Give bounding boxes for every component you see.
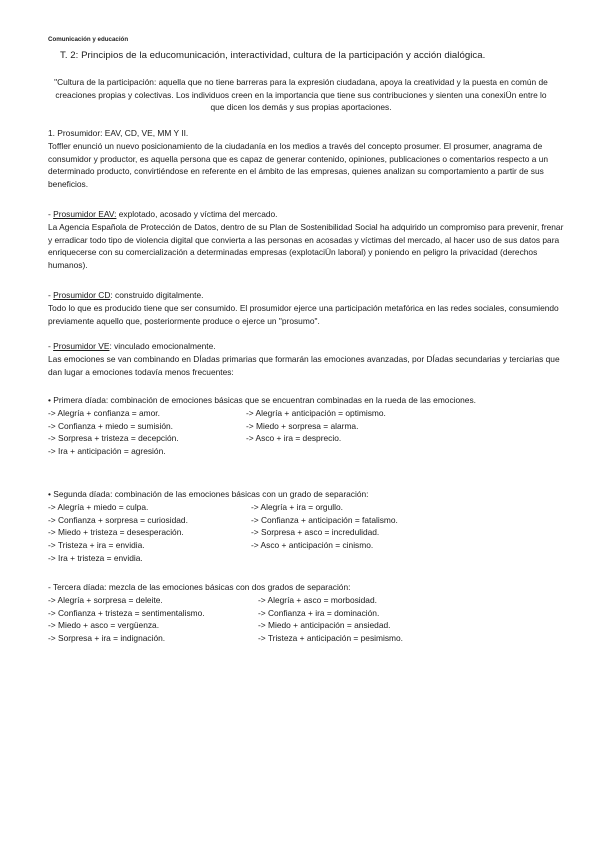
segunda-diada-section	[48, 488, 568, 565]
cd-section	[48, 289, 568, 327]
emotion-row: -> Confianza + tristeza = sentimentalismo. -> Confianza + ira = dominación.	[48, 607, 380, 618]
segunda-diada-heading: • Segunda díada: combinación de las emociones básicas con un grado de separación:	[48, 489, 369, 499]
ve-section	[48, 340, 568, 378]
tercera-diada-heading: - Tercera díada: mezcla de las emociones básicas con dos grados de separación:	[48, 582, 351, 592]
ve-body: Las emociones se van combinando en DÍadas primarias que formarán las emociones avanzadas, por DÍadas secundarias y terciarias que dan lugar a emociones todavía menos frecuentes:	[48, 353, 560, 377]
prosumidor-section	[48, 127, 568, 191]
emotion-row: -> Confianza + sorpresa = curiosidad. -> Confianza + anticipación = fatalismo.	[48, 514, 398, 525]
emotion-row: -> Alegría + sorpresa = deleite. -> Alegría + asco = morbosidad.	[48, 594, 377, 605]
emotion-row: -> Confianza + miedo = sumisión. -> Miedo + sorpresa = alarma.	[48, 420, 359, 431]
primera-diada-section	[48, 394, 568, 458]
eav-term: Prosumidor EAV:	[53, 209, 117, 219]
topic-title: T. 2: Principios de la educomunicación, interactividad, cultura de la participación y acción dialógica.	[60, 50, 486, 61]
participation-quote: "Cultura de la participación: aquella que no tiene barreras para la expresión ciudadana, apoya la creatividad y la puesta en común de creaciones propias y colectivas. Los individuos creen en la importancia que tiene sus contribuciones y sienten una conexiÜn entre lo que dicen los demás y sus propias aportaciones.	[54, 77, 548, 112]
emotion-row: -> Tristeza + ira = envidia. -> Asco + anticipación = cinismo.	[48, 540, 374, 551]
emotion-row: -> Alegría + miedo = culpa. -> Alegría + ira = orgullo.	[48, 501, 343, 512]
emotion-row: -> Alegría + confianza = amor. -> Alegría + anticipación = optimismo.	[48, 407, 386, 418]
emotion-row: -> Miedo + asco = vergüenza. -> Miedo + anticipación = ansiedad.	[48, 620, 391, 631]
cd-heading: - Prosumidor CD: construido digitalmente.	[48, 290, 204, 300]
emotion-row: -> Ira + anticipación = agresión.	[48, 446, 166, 457]
emotion-row: -> Miedo + tristeza = desesperación. -> Sorpresa + asco = incredulidad.	[48, 527, 380, 538]
primera-diada-heading: • Primera díada: combinación de emociones básicas que se encuentran combinadas en la rueda de las emociones.	[48, 395, 476, 405]
tercera-diada-section	[48, 581, 568, 645]
emotion-row: -> Ira + tristeza = envidia.	[48, 552, 143, 563]
ve-heading: - Prosumidor VE: vinculado emocionalmente.	[48, 341, 216, 351]
eav-body: La Agencia Española de Protección de Datos, dentro de su Plan de Sostenibilidad Social ha adquirido un compromiso para prevenir, frenar y erradicar todo tipo de violencia digital que convierta a las personas en acosadas y víctimas del mercado, al hacer uso de sus datos para enriquecerse con su comercialización a determinadas empresas (explotaciÜn laboral) y poniendo en peligro la privacidad (derechos humanos).	[48, 221, 564, 271]
ve-term: Prosumidor VE	[53, 341, 110, 351]
eav-heading: - Prosumidor EAV: explotado, acosado y víctima del mercado.	[48, 209, 278, 219]
cd-body: Todo lo que es producido tiene que ser consumido. El prosumidor ejerce una participación metafórica en las redes sociales, consumiendo previamente aquello que, posteriormente produce o ejerce un "prosumo".	[48, 302, 559, 326]
course-label: Comunicación y educación	[48, 36, 129, 43]
section-heading: 1. Prosumidor: EAV, CD, VE, MM Y II.	[48, 128, 189, 138]
emotion-row: -> Sorpresa + tristeza = decepción. -> Asco + ira = desprecio.	[48, 433, 342, 444]
section-body: Toffler enunció un nuevo posicionamiento de la ciudadanía en los medios a través del concepto prosumer. El prosumer, anagrama de consumidor y productor, es aquella persona que es capaz de generar contenido, opiniones, publicaciones o comentarios respecto a un determinado producto, convirtiéndose en referente en el ámbito de las empresas, quienes analizan su comportamiento a partir de sus beneficios.	[48, 140, 549, 190]
eav-section	[48, 208, 568, 272]
cd-term: Prosumidor CD	[53, 290, 111, 300]
emotion-row: -> Sorpresa + ira = indignación. -> Tristeza + anticipación = pesimismo.	[48, 633, 403, 644]
